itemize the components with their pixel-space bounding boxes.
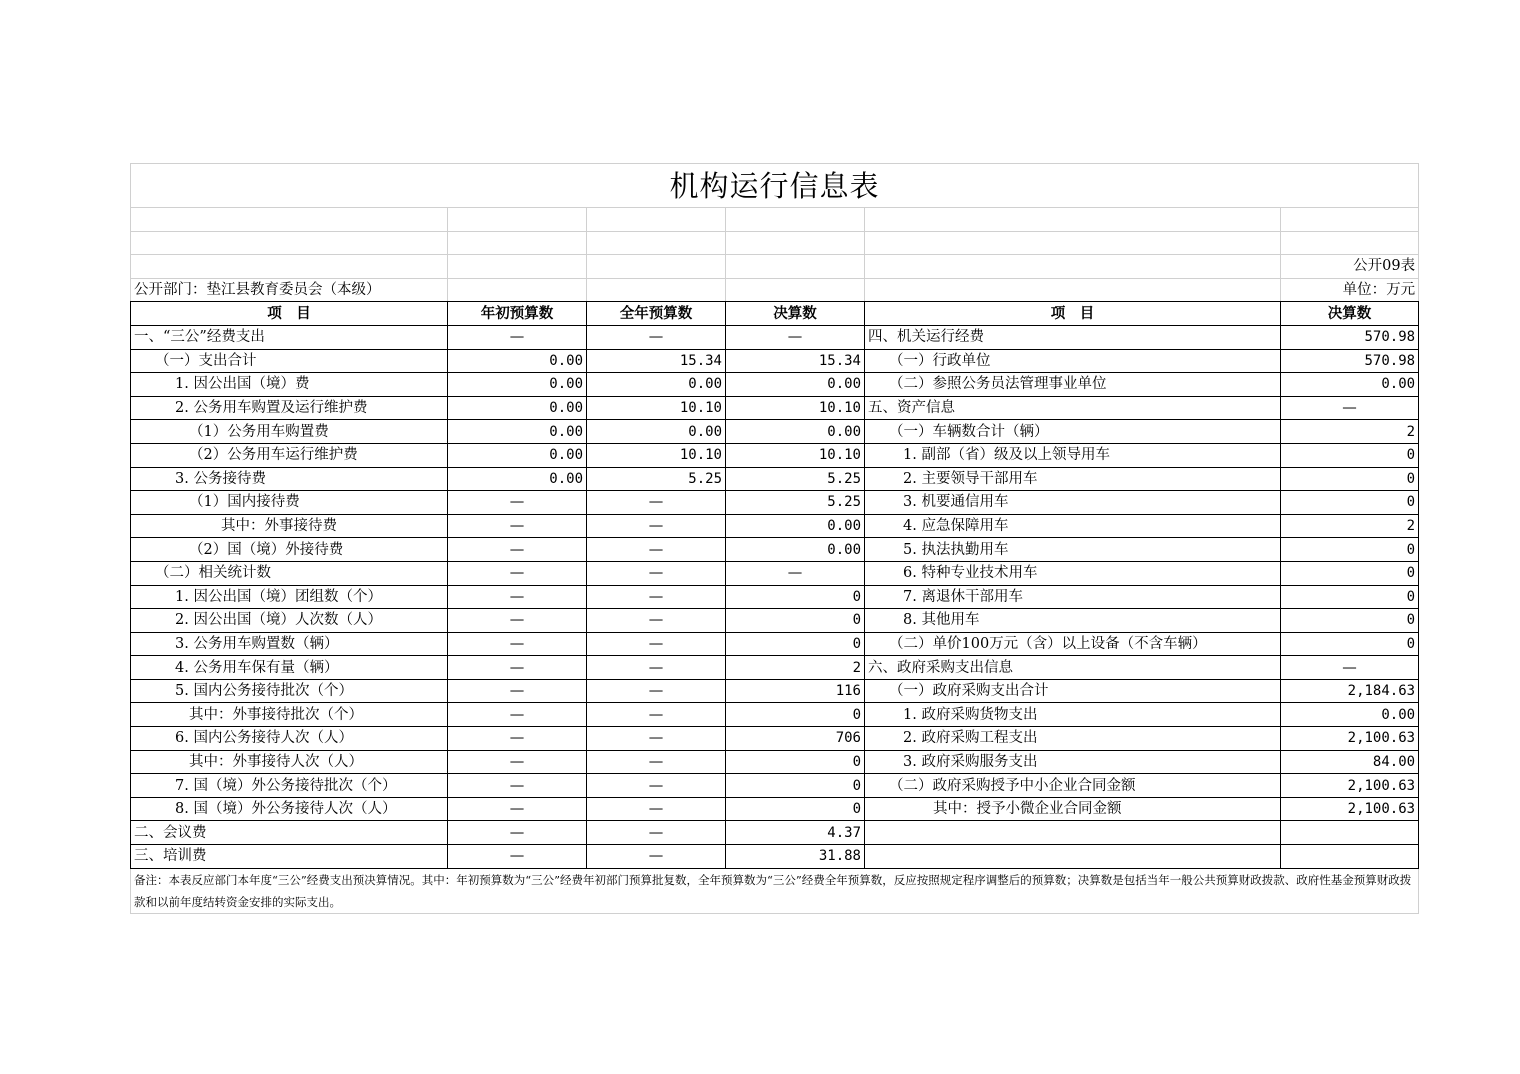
table-row <box>131 443 1419 467</box>
row-full-year-budget: 0.00 <box>587 420 726 444</box>
row-final-right: 0.00 <box>1281 703 1419 727</box>
row-initial-budget: — <box>448 703 587 727</box>
table-row <box>131 679 1419 703</box>
row-final-right: 2,184.63 <box>1281 679 1419 703</box>
table-row <box>131 491 1419 515</box>
row-initial-budget: — <box>448 774 587 798</box>
row-item-left: 4. 公务用车保有量（辆） <box>131 656 448 680</box>
row-final-right: 0 <box>1281 538 1419 562</box>
table-row <box>131 703 1419 727</box>
row-final-left: — <box>726 561 865 585</box>
row-final-right: 0 <box>1281 491 1419 515</box>
row-final-left: 0.00 <box>726 538 865 562</box>
row-final-left: 0 <box>726 703 865 727</box>
row-full-year-budget: 5.25 <box>587 467 726 491</box>
row-item-right: 1. 副部（省）级及以上领导用车 <box>865 443 1281 467</box>
row-item-right: 4. 应急保障用车 <box>865 514 1281 538</box>
row-initial-budget: — <box>448 561 587 585</box>
row-initial-budget: — <box>448 609 587 633</box>
department-label: 公开部门：垫江县教育委员会（本级） <box>131 278 448 302</box>
row-item-right: （二）政府采购授予中小企业合同金额 <box>865 774 1281 798</box>
table-row <box>131 727 1419 751</box>
row-final-right: 570.98 <box>1281 325 1419 349</box>
row-item-left: （二）相关统计数 <box>131 561 448 585</box>
table-row <box>131 845 1419 869</box>
row-initial-budget: — <box>448 514 587 538</box>
row-full-year-budget: — <box>587 325 726 349</box>
row-initial-budget: 0.00 <box>448 443 587 467</box>
row-final-right: 0 <box>1281 467 1419 491</box>
row-final-right: 2,100.63 <box>1281 727 1419 751</box>
row-item-left: 1. 因公出国（境）费 <box>131 373 448 397</box>
row-final-right: 2,100.63 <box>1281 797 1419 821</box>
header-final-right: 决算数 <box>1281 302 1419 326</box>
table-row <box>131 632 1419 656</box>
row-item-right: 2. 政府采购工程支出 <box>865 727 1281 751</box>
row-final-right <box>1281 845 1419 869</box>
row-final-left: 10.10 <box>726 443 865 467</box>
row-full-year-budget: — <box>587 727 726 751</box>
row-final-right: — <box>1281 656 1419 680</box>
row-full-year-budget: — <box>587 632 726 656</box>
row-item-right: 六、政府采购支出信息 <box>865 656 1281 680</box>
row-initial-budget: — <box>448 797 587 821</box>
row-final-left: 31.88 <box>726 845 865 869</box>
row-item-left: （1）公务用车购置费 <box>131 420 448 444</box>
row-item-right: 6. 特种专业技术用车 <box>865 561 1281 585</box>
table-row <box>131 821 1419 845</box>
row-final-right: 570.98 <box>1281 349 1419 373</box>
row-final-right: 84.00 <box>1281 750 1419 774</box>
row-initial-budget: — <box>448 727 587 751</box>
row-final-right: 0 <box>1281 632 1419 656</box>
row-item-left: 6. 国内公务接待人次（人） <box>131 727 448 751</box>
footnote: 备注：本表反应部门本年度“三公”经费支出预决算情况。其中：年初预算数为“三公”经费年初部门预算批复数，全年预算数为“三公”经费全年预算数，反应按照规定程序调整后的预算数；决算数是包括当年一般公共预算财政拨款、政府性基金预算财政拨款和以前年度结转资金安排的实际支出。 <box>131 868 1419 913</box>
row-item-left: （1）国内接待费 <box>131 491 448 515</box>
row-final-right <box>1281 821 1419 845</box>
row-item-right <box>865 821 1281 845</box>
table-row <box>131 325 1419 349</box>
row-item-right: 5. 执法执勤用车 <box>865 538 1281 562</box>
row-initial-budget: — <box>448 750 587 774</box>
row-item-left: 5. 国内公务接待批次（个） <box>131 679 448 703</box>
row-final-left: 0.00 <box>726 514 865 538</box>
table-row <box>131 538 1419 562</box>
row-item-right: 五、资产信息 <box>865 396 1281 420</box>
header-item-right: 项 目 <box>865 302 1281 326</box>
row-full-year-budget: — <box>587 821 726 845</box>
row-final-left: 116 <box>726 679 865 703</box>
table-row <box>131 656 1419 680</box>
row-initial-budget: 0.00 <box>448 373 587 397</box>
table-row <box>131 797 1419 821</box>
header-initial-budget: 年初预算数 <box>448 302 587 326</box>
row-initial-budget: — <box>448 491 587 515</box>
row-item-right: 7. 离退休干部用车 <box>865 585 1281 609</box>
row-full-year-budget: 10.10 <box>587 396 726 420</box>
row-item-left: 二、会议费 <box>131 821 448 845</box>
row-initial-budget: 0.00 <box>448 420 587 444</box>
form-number: 公开09表 <box>1281 255 1419 279</box>
row-full-year-budget: — <box>587 797 726 821</box>
row-item-right: （一）政府采购支出合计 <box>865 679 1281 703</box>
row-final-left: 0 <box>726 585 865 609</box>
row-item-right: 其中：授予小微企业合同金额 <box>865 797 1281 821</box>
row-final-right: 0 <box>1281 561 1419 585</box>
page-title: 机构运行信息表 <box>131 164 1419 208</box>
row-final-left: 0.00 <box>726 373 865 397</box>
row-final-left: — <box>726 325 865 349</box>
row-item-right: 8. 其他用车 <box>865 609 1281 633</box>
row-initial-budget: — <box>448 679 587 703</box>
table-row <box>131 774 1419 798</box>
unit-label: 单位：万元 <box>1281 278 1419 302</box>
row-final-right: 0 <box>1281 585 1419 609</box>
table-row <box>131 514 1419 538</box>
row-final-right: 2 <box>1281 514 1419 538</box>
row-final-left: 4.37 <box>726 821 865 845</box>
row-item-right: 2. 主要领导干部用车 <box>865 467 1281 491</box>
row-item-left: 2. 公务用车购置及运行维护费 <box>131 396 448 420</box>
info-table <box>130 163 1419 914</box>
table-row <box>131 561 1419 585</box>
row-initial-budget: — <box>448 538 587 562</box>
row-full-year-budget: — <box>587 491 726 515</box>
row-full-year-budget: — <box>587 845 726 869</box>
row-full-year-budget: — <box>587 750 726 774</box>
row-full-year-budget: 10.10 <box>587 443 726 467</box>
row-initial-budget: — <box>448 821 587 845</box>
row-full-year-budget: — <box>587 656 726 680</box>
row-full-year-budget: 15.34 <box>587 349 726 373</box>
row-initial-budget: 0.00 <box>448 349 587 373</box>
row-item-left: 2. 因公出国（境）人次数（人） <box>131 609 448 633</box>
row-item-left: 1. 因公出国（境）团组数（个） <box>131 585 448 609</box>
row-item-left: （2）国（境）外接待费 <box>131 538 448 562</box>
row-initial-budget: — <box>448 325 587 349</box>
header-final-left: 决算数 <box>726 302 865 326</box>
row-item-right: 3. 政府采购服务支出 <box>865 750 1281 774</box>
row-final-right: 2,100.63 <box>1281 774 1419 798</box>
row-final-left: 2 <box>726 656 865 680</box>
row-final-left: 0 <box>726 797 865 821</box>
row-final-left: 10.10 <box>726 396 865 420</box>
row-full-year-budget: — <box>587 609 726 633</box>
row-full-year-budget: — <box>587 514 726 538</box>
row-item-left: 其中：外事接待费 <box>131 514 448 538</box>
row-item-right: （一）车辆数合计（辆） <box>865 420 1281 444</box>
row-full-year-budget: — <box>587 774 726 798</box>
row-full-year-budget: 0.00 <box>587 373 726 397</box>
row-final-left: 0 <box>726 609 865 633</box>
row-item-right <box>865 845 1281 869</box>
row-full-year-budget: — <box>587 679 726 703</box>
row-full-year-budget: — <box>587 538 726 562</box>
row-final-left: 0.00 <box>726 420 865 444</box>
row-item-left: 一、“三公”经费支出 <box>131 325 448 349</box>
row-item-right: 3. 机要通信用车 <box>865 491 1281 515</box>
row-full-year-budget: — <box>587 561 726 585</box>
table-row <box>131 396 1419 420</box>
header-full-year-budget: 全年预算数 <box>587 302 726 326</box>
row-item-left: （2）公务用车运行维护费 <box>131 443 448 467</box>
row-final-right: 0.00 <box>1281 373 1419 397</box>
table-row <box>131 349 1419 373</box>
row-item-right: （二）参照公务员法管理事业单位 <box>865 373 1281 397</box>
table-row <box>131 750 1419 774</box>
row-final-right: — <box>1281 396 1419 420</box>
row-final-left: 0 <box>726 750 865 774</box>
row-item-right: 四、机关运行经费 <box>865 325 1281 349</box>
row-item-left: 其中：外事接待批次（个） <box>131 703 448 727</box>
row-initial-budget: — <box>448 845 587 869</box>
row-item-left: 3. 公务用车购置数（辆） <box>131 632 448 656</box>
table-row <box>131 373 1419 397</box>
row-item-left: 其中：外事接待人次（人） <box>131 750 448 774</box>
row-final-left: 15.34 <box>726 349 865 373</box>
row-final-left: 706 <box>726 727 865 751</box>
row-final-right: 0 <box>1281 609 1419 633</box>
row-item-left: 7. 国（境）外公务接待批次（个） <box>131 774 448 798</box>
row-item-left: （一）支出合计 <box>131 349 448 373</box>
table-row <box>131 609 1419 633</box>
row-item-left: 3. 公务接待费 <box>131 467 448 491</box>
header-item-left: 项 目 <box>131 302 448 326</box>
row-full-year-budget: — <box>587 585 726 609</box>
row-final-left: 5.25 <box>726 491 865 515</box>
report-sheet <box>130 163 1418 914</box>
row-item-right: （二）单价100万元（含）以上设备（不含车辆） <box>865 632 1281 656</box>
table-row <box>131 420 1419 444</box>
table-row <box>131 467 1419 491</box>
row-item-right: （一）行政单位 <box>865 349 1281 373</box>
row-final-left: 0 <box>726 632 865 656</box>
row-item-right: 1. 政府采购货物支出 <box>865 703 1281 727</box>
table-row <box>131 585 1419 609</box>
row-final-right: 2 <box>1281 420 1419 444</box>
row-final-left: 0 <box>726 774 865 798</box>
row-full-year-budget: — <box>587 703 726 727</box>
row-initial-budget: — <box>448 585 587 609</box>
row-final-right: 0 <box>1281 443 1419 467</box>
row-initial-budget: 0.00 <box>448 396 587 420</box>
row-initial-budget: — <box>448 656 587 680</box>
row-item-left: 8. 国（境）外公务接待人次（人） <box>131 797 448 821</box>
row-item-left: 三、培训费 <box>131 845 448 869</box>
row-initial-budget: 0.00 <box>448 467 587 491</box>
row-final-left: 5.25 <box>726 467 865 491</box>
row-initial-budget: — <box>448 632 587 656</box>
